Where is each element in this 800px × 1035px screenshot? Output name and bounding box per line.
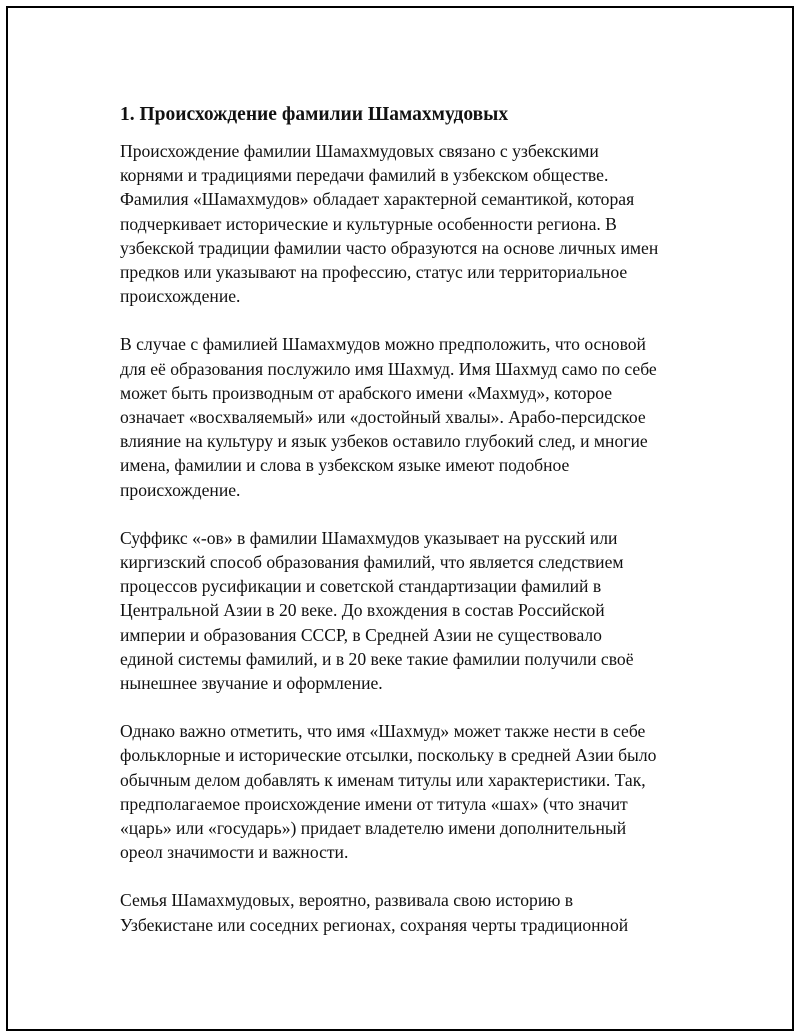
text-line: имена, фамилии и слова в узбекском языке имеют подобное — [120, 455, 570, 476]
text-line: узбекской традиции фамилии часто образуются на основе личных имен — [120, 237, 659, 258]
paragraph — [120, 719, 690, 864]
text-line: обычным делом добавлять к именам титулы или характеристики. Так, — [120, 769, 646, 790]
text-line: Центральной Азии в 20 веке. До вхождения в состав Российской — [120, 600, 605, 621]
text-line: единой системы фамилий, и в 20 веке такие фамилии получили своё — [120, 648, 634, 669]
text-line: происхождение. — [120, 479, 241, 500]
text-line: фольклорные и исторические отсылки, поскольку в средней Азии было — [120, 745, 657, 766]
text-line: происхождение. — [120, 286, 241, 307]
text-line: «царь» или «государь») придает владетелю имени дополнительный — [120, 818, 627, 839]
paragraph — [120, 888, 690, 936]
text-line: ореол значимости и важности. — [120, 842, 349, 863]
text-line: подчеркивает исторические и культурные особенности региона. В — [120, 213, 617, 234]
text-line: нынешнее звучание и оформление. — [120, 673, 383, 694]
paragraph — [120, 139, 690, 308]
text-line: В случае с фамилией Шамахмудов можно предположить, что основой — [120, 334, 646, 355]
text-line: Фамилия «Шамахмудов» обладает характерной семантикой, которая — [120, 189, 635, 210]
text-line: означает «восхваляемый» или «достойный хвалы». Арабо-персидское — [120, 407, 646, 428]
text-line: процессов русификации и советской стандартизации фамилий в — [120, 576, 602, 597]
text-line: предков или указывают на профессию, статус или территориальное — [120, 262, 628, 283]
text-line: Семья Шамахмудовых, вероятно, развивала свою историю в — [120, 890, 574, 911]
text-line: Однако важно отметить, что имя «Шахмуд» может также нести в себе — [120, 721, 646, 742]
text-line: киргизский способ образования фамилий, что является следствием — [120, 552, 624, 573]
text-line: для её образования послужило имя Шахмуд. Имя Шахмуд само по себе — [120, 358, 657, 379]
document-page — [6, 6, 794, 1031]
paragraph — [120, 526, 690, 695]
text-line: империи и образования СССР, в Средней Азии не существовало — [120, 624, 602, 645]
text-line: Происхождение фамилии Шамахмудовых связано с узбекскими — [120, 141, 599, 161]
document-body — [120, 103, 690, 961]
paragraphs-container — [120, 139, 690, 937]
text-line: может быть производным от арабского имени «Махмуд», которое — [120, 382, 613, 403]
text-line: Суффикс «-ов» в фамилии Шамахмудов указывает на русский или — [120, 527, 618, 548]
text-line: корнями и традициями передачи фамилий в узбекском обществе. — [120, 165, 609, 186]
section-heading: 1. Происхождение фамилии Шамахмудовых — [120, 104, 509, 125]
paragraph — [120, 332, 690, 501]
text-line: Узбекистане или соседних регионах, сохраняя черты традиционной — [120, 914, 629, 935]
text-line: влияние на культуру и язык узбеков оставило глубокий след, и многие — [120, 431, 648, 452]
text-line: предполагаемое происхождение имени от титула «шах» (что значит — [120, 793, 628, 814]
